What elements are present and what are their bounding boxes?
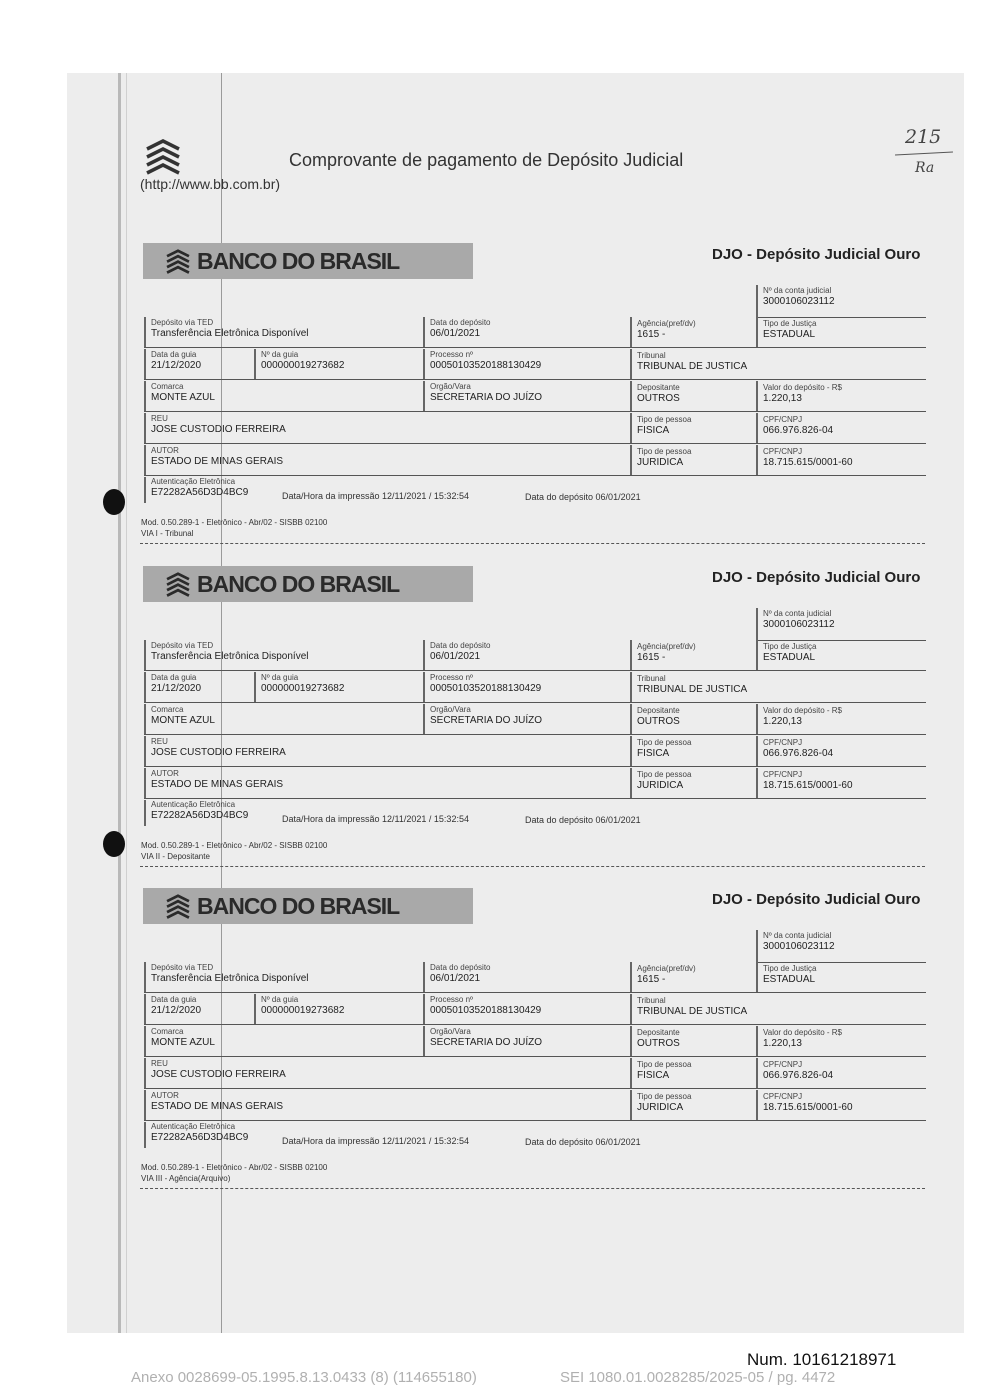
table-rule [423, 704, 425, 734]
autenticacao [151, 799, 281, 821]
conta-judicial-label: Nº da conta judicial [763, 931, 832, 940]
bank-url: (http://www.bb.com.br) [140, 176, 281, 192]
handwritten-initials: Ra [915, 160, 935, 176]
tribunal-value: TRIBUNAL DE JUSTICA [637, 684, 748, 695]
table-rule [756, 1090, 758, 1120]
data-deposito [430, 962, 620, 984]
autor-value: ESTADO DE MINAS GERAIS [151, 1101, 284, 1112]
table-rule [144, 766, 926, 767]
data-guia-value: 21/12/2020 [151, 360, 202, 371]
deposit-slip [0, 243, 997, 563]
processo-label: Processo nº [430, 673, 473, 682]
tipo-pessoa-reu-label: Tipo de pessoa [637, 1060, 692, 1069]
cpf-autor-value: 18.715.615/0001-60 [763, 780, 853, 791]
data-deposito-value: 06/01/2021 [430, 973, 481, 984]
autor [151, 445, 621, 467]
cpf-reu-label: CPF/CNPJ [763, 738, 803, 747]
depositante [637, 1027, 747, 1049]
table-rule [144, 640, 146, 670]
tipo-pessoa-reu-label: Tipo de pessoa [637, 738, 692, 747]
autor-value: ESTADO DE MINAS GERAIS [151, 456, 284, 467]
deposito-via [151, 640, 411, 662]
cut-line [140, 543, 925, 544]
data-deposito-value: 06/01/2021 [430, 651, 481, 662]
agencia [637, 963, 747, 985]
data-deposito-label: Data do depósito [430, 318, 491, 327]
data-deposito-label: Data do depósito [430, 963, 491, 972]
valor-deposito-value: 1.220,13 [763, 393, 802, 404]
table-rule [144, 1056, 926, 1057]
orgao-vara-value: SECRETARIA DO JUÍZO [430, 392, 543, 403]
deposito-via [151, 317, 411, 339]
depositante-value: OUTROS [637, 1038, 680, 1049]
tipo-justica-label: Tipo de Justiça [763, 964, 817, 973]
autenticacao-value: E72282A56D3D4BC9 [151, 810, 249, 821]
valor-deposito [763, 705, 923, 727]
processo [430, 994, 620, 1016]
comarca-label: Comarca [151, 1027, 184, 1036]
table-rule [630, 994, 632, 1024]
cpf-reu [763, 737, 923, 759]
conta-judicial [763, 285, 923, 307]
table-rule [254, 994, 256, 1024]
tipo-pessoa-autor-value: JURIDICA [637, 780, 684, 791]
agencia-value: 1615 - [637, 974, 666, 985]
numero-guia-value: 000000019273682 [261, 1005, 345, 1016]
table-rule [144, 1088, 926, 1089]
cpf-reu-value: 066.976.826-04 [763, 1070, 834, 1081]
tipo-pessoa-reu [637, 1059, 747, 1081]
conta-judicial-value: 3000106023112 [763, 296, 835, 307]
orgao-vara-label: Orgão/Vara [430, 382, 471, 391]
tipo-pessoa-autor-label: Tipo de pessoa [637, 1092, 692, 1101]
tipo-pessoa-autor [637, 446, 747, 468]
table-rule [756, 1026, 758, 1056]
document-number: Num. 10161218971 [747, 1350, 897, 1369]
table-rule [423, 994, 425, 1024]
data-guia-label: Data da guia [151, 350, 197, 359]
table-rule [144, 445, 146, 475]
tipo-pessoa-reu-value: FISICA [637, 748, 670, 759]
table-rule [630, 704, 632, 734]
table-rule [144, 413, 146, 443]
data-deposito-rodape: Data do depósito 06/01/2021 [525, 815, 641, 825]
table-rule [756, 317, 758, 347]
table-rule [756, 413, 758, 443]
anexo-reference: Anexo 0028699-05.1995.8.13.0433 (8) (114655180) [131, 1369, 477, 1386]
tipo-pessoa-autor-label: Tipo de pessoa [637, 770, 692, 779]
product-title: DJO - Depósito Judicial Ouro [712, 246, 921, 263]
valor-deposito-label: Valor do depósito - R$ [763, 383, 843, 392]
orgao-vara-label: Orgão/Vara [430, 705, 471, 714]
table-rule [144, 1090, 146, 1120]
deposito-via-label: Depósito via TED [151, 318, 214, 327]
cpf-autor-value: 18.715.615/0001-60 [763, 1102, 853, 1113]
tipo-justica [763, 318, 923, 340]
tribunal [637, 673, 917, 695]
tribunal-label: Tribunal [637, 674, 666, 683]
table-rule [423, 1026, 425, 1056]
deposito-via-label: Depósito via TED [151, 641, 214, 650]
table-rule [423, 317, 425, 347]
data-hora-impressao: Data/Hora da impressão 12/11/2021 / 15:32:54 [282, 814, 469, 824]
table-rule [423, 672, 425, 702]
agencia-label: Agência(pref/dv) [637, 642, 696, 651]
comarca-label: Comarca [151, 382, 184, 391]
deposito-via-value: Transferência Eletrônica Disponível [151, 328, 309, 339]
table-rule [756, 962, 758, 992]
bank-banner [143, 243, 473, 279]
table-rule [756, 768, 758, 798]
table-rule [144, 1058, 146, 1088]
comarca [151, 381, 411, 403]
depositante-value: OUTROS [637, 393, 680, 404]
tipo-pessoa-autor-value: JURIDICA [637, 457, 684, 468]
comarca-value: MONTE AZUL [151, 1037, 215, 1048]
table-rule [630, 672, 632, 702]
numero-guia-value: 000000019273682 [261, 360, 345, 371]
deposito-via-value: Transferência Eletrônica Disponível [151, 973, 309, 984]
table-rule [423, 640, 425, 670]
reu-value: JOSE CUSTODIO FERREIRA [151, 1069, 286, 1080]
table-rule [144, 349, 146, 379]
depositante-label: Depositante [637, 383, 680, 392]
data-deposito-label: Data do depósito [430, 641, 491, 650]
autenticacao-label: Autenticação Eletrônica [151, 800, 236, 809]
tipo-justica-value: ESTADUAL [763, 974, 816, 985]
valor-deposito [763, 382, 923, 404]
agencia-label: Agência(pref/dv) [637, 964, 696, 973]
reu [151, 413, 621, 435]
comarca [151, 704, 411, 726]
valor-deposito-label: Valor do depósito - R$ [763, 1028, 843, 1037]
tipo-pessoa-reu [637, 414, 747, 436]
autor-label: AUTOR [151, 446, 179, 455]
autenticacao-value: E72282A56D3D4BC9 [151, 1132, 249, 1143]
modelo-formulario: Mod. 0.50.289-1 - Eletrônico - Abr/02 - SISBB 02100 [141, 518, 328, 527]
modelo-formulario: Mod. 0.50.289-1 - Eletrônico - Abr/02 - SISBB 02100 [141, 1163, 328, 1172]
tipo-pessoa-reu-value: FISICA [637, 425, 670, 436]
deposit-slip [0, 888, 997, 1208]
depositante [637, 705, 747, 727]
cpf-reu-value: 066.976.826-04 [763, 425, 834, 436]
table-rule [630, 768, 632, 798]
agencia-value: 1615 - [637, 652, 666, 663]
depositante [637, 382, 747, 404]
table-rule [630, 445, 632, 475]
table-rule [630, 381, 632, 411]
reu-label: REU [151, 1059, 168, 1068]
cut-line [140, 1188, 925, 1189]
tribunal-label: Tribunal [637, 351, 666, 360]
table-rule [630, 962, 632, 992]
bank-name: BANCO DO BRASIL [197, 247, 400, 274]
table-rule [756, 381, 758, 411]
data-deposito-rodape: Data do depósito 06/01/2021 [525, 1137, 641, 1147]
autenticacao-value: E72282A56D3D4BC9 [151, 487, 249, 498]
bb-logo-icon [143, 137, 183, 175]
bank-name: BANCO DO BRASIL [197, 570, 400, 597]
via-label: VIA I - Tribunal [141, 529, 194, 538]
table-rule [756, 445, 758, 475]
table-rule [144, 347, 926, 348]
data-guia-label: Data da guia [151, 673, 197, 682]
reu [151, 736, 621, 758]
conta-judicial-label: Nº da conta judicial [763, 286, 832, 295]
table-rule [254, 349, 256, 379]
table-rule [756, 640, 758, 670]
table-rule [144, 992, 926, 993]
autor [151, 768, 621, 790]
autor-label: AUTOR [151, 1091, 179, 1100]
table-rule [630, 1058, 632, 1088]
table-rule [144, 1026, 146, 1056]
data-deposito-rodape: Data do depósito 06/01/2021 [525, 492, 641, 502]
tipo-pessoa-reu [637, 737, 747, 759]
data-guia [151, 349, 251, 371]
table-rule [630, 413, 632, 443]
agencia-label: Agência(pref/dv) [637, 319, 696, 328]
data-deposito-value: 06/01/2021 [430, 328, 481, 339]
cpf-autor-label: CPF/CNPJ [763, 770, 803, 779]
reu-value: JOSE CUSTODIO FERREIRA [151, 747, 286, 758]
cpf-autor [763, 446, 923, 468]
data-guia-value: 21/12/2020 [151, 1005, 202, 1016]
agencia [637, 641, 747, 663]
data-deposito [430, 317, 620, 339]
cpf-reu [763, 1059, 923, 1081]
table-rule [144, 962, 146, 992]
processo-value: 00050103520188130429 [430, 360, 542, 371]
tipo-pessoa-reu-value: FISICA [637, 1070, 670, 1081]
autenticacao-label: Autenticação Eletrônica [151, 477, 236, 486]
cpf-autor-label: CPF/CNPJ [763, 447, 803, 456]
conta-judicial-value: 3000106023112 [763, 619, 835, 630]
depositante-label: Depositante [637, 706, 680, 715]
autor-label: AUTOR [151, 769, 179, 778]
valor-deposito [763, 1027, 923, 1049]
table-rule [144, 411, 926, 412]
autenticacao-label: Autenticação Eletrônica [151, 1122, 236, 1131]
depositante-label: Depositante [637, 1028, 680, 1037]
tipo-justica-label: Tipo de Justiça [763, 642, 817, 651]
data-guia-value: 21/12/2020 [151, 683, 202, 694]
modelo-formulario: Mod. 0.50.289-1 - Eletrônico - Abr/02 - SISBB 02100 [141, 841, 328, 850]
table-rule [254, 672, 256, 702]
orgao-vara [430, 1026, 620, 1048]
table-rule [630, 1090, 632, 1120]
data-deposito [430, 640, 620, 662]
table-rule [630, 317, 632, 347]
autor-value: ESTADO DE MINAS GERAIS [151, 779, 284, 790]
valor-deposito-label: Valor do depósito - R$ [763, 706, 843, 715]
bank-banner [143, 888, 473, 924]
bank-name: BANCO DO BRASIL [197, 892, 400, 919]
deposito-via [151, 962, 411, 984]
cpf-reu-value: 066.976.826-04 [763, 748, 834, 759]
cpf-autor [763, 1091, 923, 1113]
comarca [151, 1026, 411, 1048]
tipo-justica-value: ESTADUAL [763, 652, 816, 663]
processo-label: Processo nº [430, 995, 473, 1004]
tipo-pessoa-reu-label: Tipo de pessoa [637, 415, 692, 424]
table-rule [630, 736, 632, 766]
numero-guia-label: Nº da guia [261, 673, 299, 682]
conta-judicial [763, 608, 923, 630]
table-rule [423, 381, 425, 411]
tipo-justica-label: Tipo de Justiça [763, 319, 817, 328]
comarca-value: MONTE AZUL [151, 392, 215, 403]
table-rule [756, 608, 758, 640]
orgao-vara-value: SECRETARIA DO JUÍZO [430, 1037, 543, 1048]
bb-logo-icon [163, 893, 193, 919]
table-rule [144, 379, 926, 380]
autenticacao [151, 476, 281, 498]
deposito-via-value: Transferência Eletrônica Disponível [151, 651, 309, 662]
orgao-vara-value: SECRETARIA DO JUÍZO [430, 715, 543, 726]
table-rule [144, 1024, 926, 1025]
processo [430, 349, 620, 371]
table-rule [630, 349, 632, 379]
data-hora-impressao: Data/Hora da impressão 12/11/2021 / 15:32:54 [282, 1136, 469, 1146]
table-rule [144, 443, 926, 444]
data-hora-impressao: Data/Hora da impressão 12/11/2021 / 15:32:54 [282, 491, 469, 501]
cpf-reu [763, 414, 923, 436]
tribunal-label: Tribunal [637, 996, 666, 1005]
via-label: VIA III - Agência(Arquivo) [141, 1174, 231, 1183]
numero-guia [261, 994, 411, 1016]
processo [430, 672, 620, 694]
handwritten-page-number: 215 [905, 126, 942, 148]
tipo-justica [763, 641, 923, 663]
table-rule [144, 381, 146, 411]
tribunal [637, 995, 917, 1017]
deposito-via-label: Depósito via TED [151, 963, 214, 972]
tipo-pessoa-autor-value: JURIDICA [637, 1102, 684, 1113]
table-rule [144, 672, 146, 702]
comarca-label: Comarca [151, 705, 184, 714]
numero-guia-value: 000000019273682 [261, 683, 345, 694]
table-rule [630, 1026, 632, 1056]
orgao-vara-label: Orgão/Vara [430, 1027, 471, 1036]
table-rule [756, 285, 758, 317]
valor-deposito-value: 1.220,13 [763, 716, 802, 727]
numero-guia-label: Nº da guia [261, 995, 299, 1004]
tipo-pessoa-autor-label: Tipo de pessoa [637, 447, 692, 456]
page-title: Comprovante de pagamento de Depósito Judicial [289, 150, 684, 170]
conta-judicial-value: 3000106023112 [763, 941, 835, 952]
autenticacao [151, 1121, 281, 1143]
cpf-autor [763, 769, 923, 791]
via-label: VIA II - Depositante [141, 852, 210, 861]
table-rule [144, 1122, 146, 1148]
processo-label: Processo nº [430, 350, 473, 359]
tipo-pessoa-autor [637, 769, 747, 791]
table-rule [423, 962, 425, 992]
bb-logo-icon [163, 571, 193, 597]
table-rule [756, 704, 758, 734]
table-rule [144, 702, 926, 703]
data-guia [151, 672, 251, 694]
table-rule [423, 349, 425, 379]
table-rule [144, 317, 146, 347]
reu-value: JOSE CUSTODIO FERREIRA [151, 424, 286, 435]
cpf-autor-label: CPF/CNPJ [763, 1092, 803, 1101]
cpf-autor-value: 18.715.615/0001-60 [763, 457, 853, 468]
conta-judicial [763, 930, 923, 952]
table-rule [144, 768, 146, 798]
agencia [637, 318, 747, 340]
table-rule [144, 477, 146, 503]
comarca-value: MONTE AZUL [151, 715, 215, 726]
data-guia [151, 994, 251, 1016]
table-rule [144, 734, 926, 735]
orgao-vara [430, 704, 620, 726]
table-rule [144, 704, 146, 734]
conta-judicial-label: Nº da conta judicial [763, 609, 832, 618]
tribunal-value: TRIBUNAL DE JUSTICA [637, 361, 748, 372]
reu-label: REU [151, 414, 168, 423]
table-rule [144, 736, 146, 766]
cut-line [140, 866, 925, 867]
numero-guia [261, 349, 411, 371]
tipo-justica [763, 963, 923, 985]
orgao-vara [430, 381, 620, 403]
data-guia-label: Data da guia [151, 995, 197, 1004]
bank-banner [143, 566, 473, 602]
table-rule [144, 670, 926, 671]
table-rule [756, 736, 758, 766]
tipo-pessoa-autor [637, 1091, 747, 1113]
cpf-reu-label: CPF/CNPJ [763, 415, 803, 424]
numero-guia-label: Nº da guia [261, 350, 299, 359]
valor-deposito-value: 1.220,13 [763, 1038, 802, 1049]
reu-label: REU [151, 737, 168, 746]
bb-logo-icon [163, 248, 193, 274]
product-title: DJO - Depósito Judicial Ouro [712, 891, 921, 908]
product-title: DJO - Depósito Judicial Ouro [712, 569, 921, 586]
cpf-reu-label: CPF/CNPJ [763, 1060, 803, 1069]
numero-guia [261, 672, 411, 694]
reu [151, 1058, 621, 1080]
processo-value: 00050103520188130429 [430, 683, 542, 694]
tribunal-value: TRIBUNAL DE JUSTICA [637, 1006, 748, 1017]
table-rule [756, 930, 758, 962]
tipo-justica-value: ESTADUAL [763, 329, 816, 340]
processo-value: 00050103520188130429 [430, 1005, 542, 1016]
autor [151, 1090, 621, 1112]
tribunal [637, 350, 917, 372]
depositante-value: OUTROS [637, 716, 680, 727]
sei-reference: SEI 1080.01.0028285/2025-05 / pg. 4472 [560, 1369, 836, 1386]
agencia-value: 1615 - [637, 329, 666, 340]
table-rule [144, 994, 146, 1024]
table-rule [630, 640, 632, 670]
table-rule [144, 800, 146, 826]
table-rule [756, 1058, 758, 1088]
deposit-slip [0, 566, 997, 886]
